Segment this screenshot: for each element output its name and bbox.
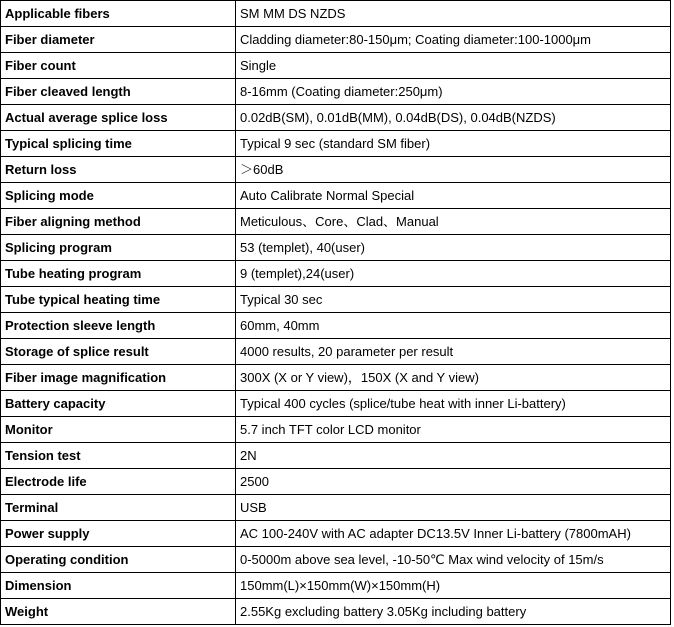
spec-parameter-cell: Fiber cleaved length	[1, 79, 236, 105]
spec-value-cell: 5.7 inch TFT color LCD monitor	[236, 417, 671, 443]
spec-row	[1, 573, 671, 599]
spec-parameter-cell: Protection sleeve length	[1, 313, 236, 339]
spec-row	[1, 105, 671, 131]
spec-parameter-cell: Return loss	[1, 157, 236, 183]
spec-row	[1, 391, 671, 417]
spec-value-cell: AC 100-240V with AC adapter DC13.5V Inner Li-battery (7800mAH)	[236, 521, 671, 547]
spec-parameter-cell: Terminal	[1, 495, 236, 521]
spec-value-cell: Cladding diameter:80-150μm; Coating diameter:100-1000μm	[236, 27, 671, 53]
spec-row	[1, 183, 671, 209]
spec-parameter-cell: Tension test	[1, 443, 236, 469]
spec-row	[1, 53, 671, 79]
spec-row	[1, 1, 671, 27]
spec-value-cell: 150mm(L)×150mm(W)×150mm(H)	[236, 573, 671, 599]
spec-value-cell: 2.55Kg excluding battery 3.05Kg including battery	[236, 599, 671, 625]
spec-value-cell: 300X (X or Y view)，150X (X and Y view)	[236, 365, 671, 391]
spec-value-cell: SM MM DS NZDS	[236, 1, 671, 27]
spec-row	[1, 235, 671, 261]
spec-value-cell: 60mm, 40mm	[236, 313, 671, 339]
spec-parameter-cell: Actual average splice loss	[1, 105, 236, 131]
spec-parameter-cell: Fiber image magnification	[1, 365, 236, 391]
spec-parameter-cell: Weight	[1, 599, 236, 625]
spec-row	[1, 495, 671, 521]
spec-value-cell: 0.02dB(SM), 0.01dB(MM), 0.04dB(DS), 0.04dB(NZDS)	[236, 105, 671, 131]
spec-row	[1, 131, 671, 157]
spec-row	[1, 521, 671, 547]
spec-parameter-cell: Battery capacity	[1, 391, 236, 417]
spec-parameter-cell: Electrode life	[1, 469, 236, 495]
spec-row	[1, 547, 671, 573]
spec-parameter-cell: Dimension	[1, 573, 236, 599]
spec-parameter-cell: Typical splicing time	[1, 131, 236, 157]
spec-parameter-cell: Monitor	[1, 417, 236, 443]
spec-value-cell: Typical 30 sec	[236, 287, 671, 313]
spec-value-cell: Single	[236, 53, 671, 79]
spec-value-cell: Auto Calibrate Normal Special	[236, 183, 671, 209]
spec-value-cell: ＞60dB	[236, 157, 671, 183]
spec-parameter-cell: Fiber aligning method	[1, 209, 236, 235]
spec-row	[1, 209, 671, 235]
spec-parameter-cell: Splicing program	[1, 235, 236, 261]
spec-parameter-cell: Splicing mode	[1, 183, 236, 209]
specification-table-body	[1, 1, 671, 625]
spec-value-cell: 53 (templet), 40(user)	[236, 235, 671, 261]
spec-parameter-cell: Fiber count	[1, 53, 236, 79]
spec-parameter-cell: Storage of splice result	[1, 339, 236, 365]
spec-value-cell: 2N	[236, 443, 671, 469]
spec-row	[1, 157, 671, 183]
spec-row	[1, 339, 671, 365]
spec-row	[1, 599, 671, 625]
spec-value-cell: 9 (templet),24(user)	[236, 261, 671, 287]
spec-value-cell: Meticulous、Core、Clad、Manual	[236, 209, 671, 235]
spec-value-cell: 2500	[236, 469, 671, 495]
spec-row	[1, 469, 671, 495]
spec-parameter-cell: Applicable fibers	[1, 1, 236, 27]
spec-value-cell: 8-16mm (Coating diameter:250μm)	[236, 79, 671, 105]
spec-row	[1, 417, 671, 443]
spec-row	[1, 261, 671, 287]
spec-row	[1, 365, 671, 391]
spec-parameter-cell: Power supply	[1, 521, 236, 547]
spec-row	[1, 79, 671, 105]
spec-parameter-cell: Operating condition	[1, 547, 236, 573]
spec-row	[1, 27, 671, 53]
spec-value-cell: USB	[236, 495, 671, 521]
spec-row	[1, 443, 671, 469]
spec-value-cell: 0-5000m above sea level, -10-50℃ Max wind velocity of 15m/s	[236, 547, 671, 573]
spec-value-cell: 4000 results, 20 parameter per result	[236, 339, 671, 365]
spec-parameter-cell: Fiber diameter	[1, 27, 236, 53]
spec-value-cell: Typical 9 sec (standard SM fiber)	[236, 131, 671, 157]
spec-row	[1, 287, 671, 313]
spec-value-cell: Typical 400 cycles (splice/tube heat with inner Li-battery)	[236, 391, 671, 417]
spec-parameter-cell: Tube heating program	[1, 261, 236, 287]
spec-parameter-cell: Tube typical heating time	[1, 287, 236, 313]
spec-row	[1, 313, 671, 339]
